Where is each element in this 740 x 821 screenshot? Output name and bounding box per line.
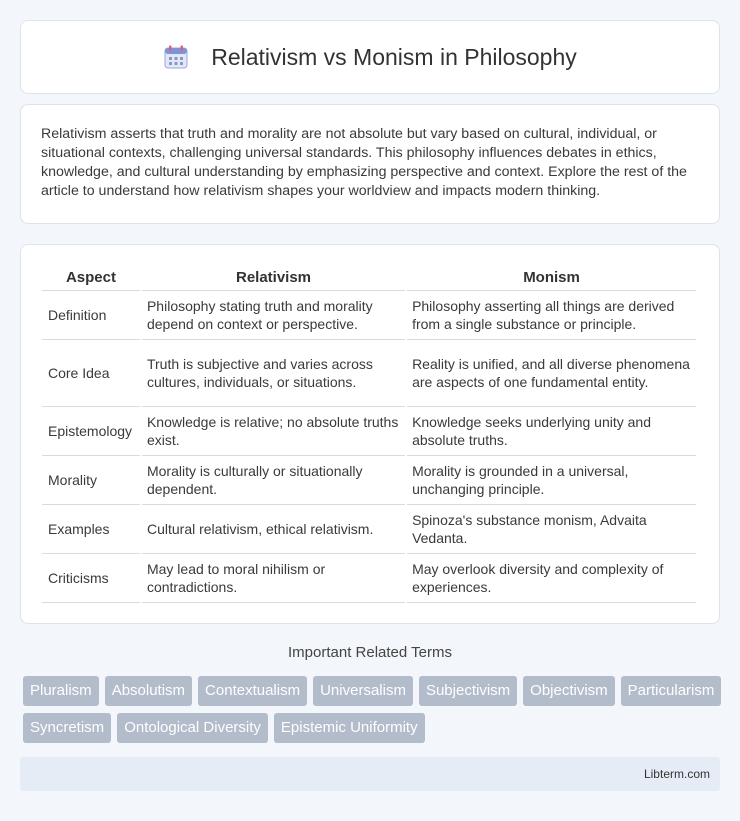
table-row (42, 505, 696, 554)
tag-contextualism[interactable]: Contextualism (198, 676, 307, 706)
table-row (42, 554, 696, 603)
monism-cell: May overlook diversity and complexity of experiences. (407, 554, 696, 603)
table-row (42, 407, 696, 456)
tag-syncretism[interactable]: Syncretism (23, 713, 111, 743)
tag-epistemic-uniformity[interactable]: Epistemic Uniformity (274, 713, 425, 743)
relativism-cell: Cultural relativism, ethical relativism. (142, 505, 405, 554)
table-header-row (42, 265, 696, 291)
tag-absolutism[interactable]: Absolutism (105, 676, 192, 706)
monism-cell: Reality is unified, and all diverse phenomena are aspects of one fundamental entity. (407, 340, 696, 407)
related-terms-heading: Important Related Terms (288, 644, 452, 661)
title-card (20, 20, 720, 94)
aspect-cell: Examples (42, 505, 140, 554)
aspect-cell: Core Idea (42, 340, 140, 407)
header-monism: Monism (407, 265, 696, 291)
table-row (42, 340, 696, 407)
header-relativism: Relativism (142, 265, 405, 291)
comparison-table (40, 265, 698, 603)
footer-site-link[interactable]: Libterm.com (643, 767, 710, 781)
aspect-cell: Epistemology (42, 407, 140, 456)
relativism-cell: Morality is culturally or situationally dependent. (142, 456, 405, 505)
page-title: Relativism vs Monism in Philosophy (211, 43, 577, 70)
aspect-cell: Criticisms (42, 554, 140, 603)
intro-card (20, 104, 720, 224)
monism-cell: Morality is grounded in a universal, unchanging principle. (407, 456, 696, 505)
monism-cell: Spinoza's substance monism, Advaita Vedanta. (407, 505, 696, 554)
monism-cell: Philosophy asserting all things are derived from a single substance or principle. (407, 291, 696, 340)
footer (20, 757, 720, 791)
tag-objectivism[interactable]: Objectivism (523, 676, 615, 706)
tag-ontological-diversity[interactable]: Ontological Diversity (117, 713, 268, 743)
header-aspect: Aspect (42, 265, 140, 291)
relativism-cell: Knowledge is relative; no absolute truths exist. (142, 407, 405, 456)
related-terms-list (23, 676, 723, 743)
calendar-icon (163, 44, 189, 70)
table-row (42, 291, 696, 340)
tag-pluralism[interactable]: Pluralism (23, 676, 99, 706)
tag-universalism[interactable]: Universalism (313, 676, 413, 706)
tag-particularism[interactable]: Particularism (621, 676, 722, 706)
comparison-card (20, 244, 720, 624)
monism-cell: Knowledge seeks underlying unity and absolute truths. (407, 407, 696, 456)
tag-subjectivism[interactable]: Subjectivism (419, 676, 517, 706)
relativism-cell: May lead to moral nihilism or contradictions. (142, 554, 405, 603)
intro-text: Relativism asserts that truth and morality are not absolute but vary based on cultural, individual, or situational contexts, challenging universal standards. This philosophy influences debates in ethics, knowledge, and cultural understanding by emphasizing perspective and context. Explore the rest of the article to understand how relativism shapes your worldview and impacts modern thinking. (41, 126, 687, 199)
table-row (42, 456, 696, 505)
relativism-cell: Philosophy stating truth and morality depend on context or perspective. (142, 291, 405, 340)
aspect-cell: Morality (42, 456, 140, 505)
relativism-cell: Truth is subjective and varies across cultures, individuals, or situations. (142, 340, 405, 407)
aspect-cell: Definition (42, 291, 140, 340)
